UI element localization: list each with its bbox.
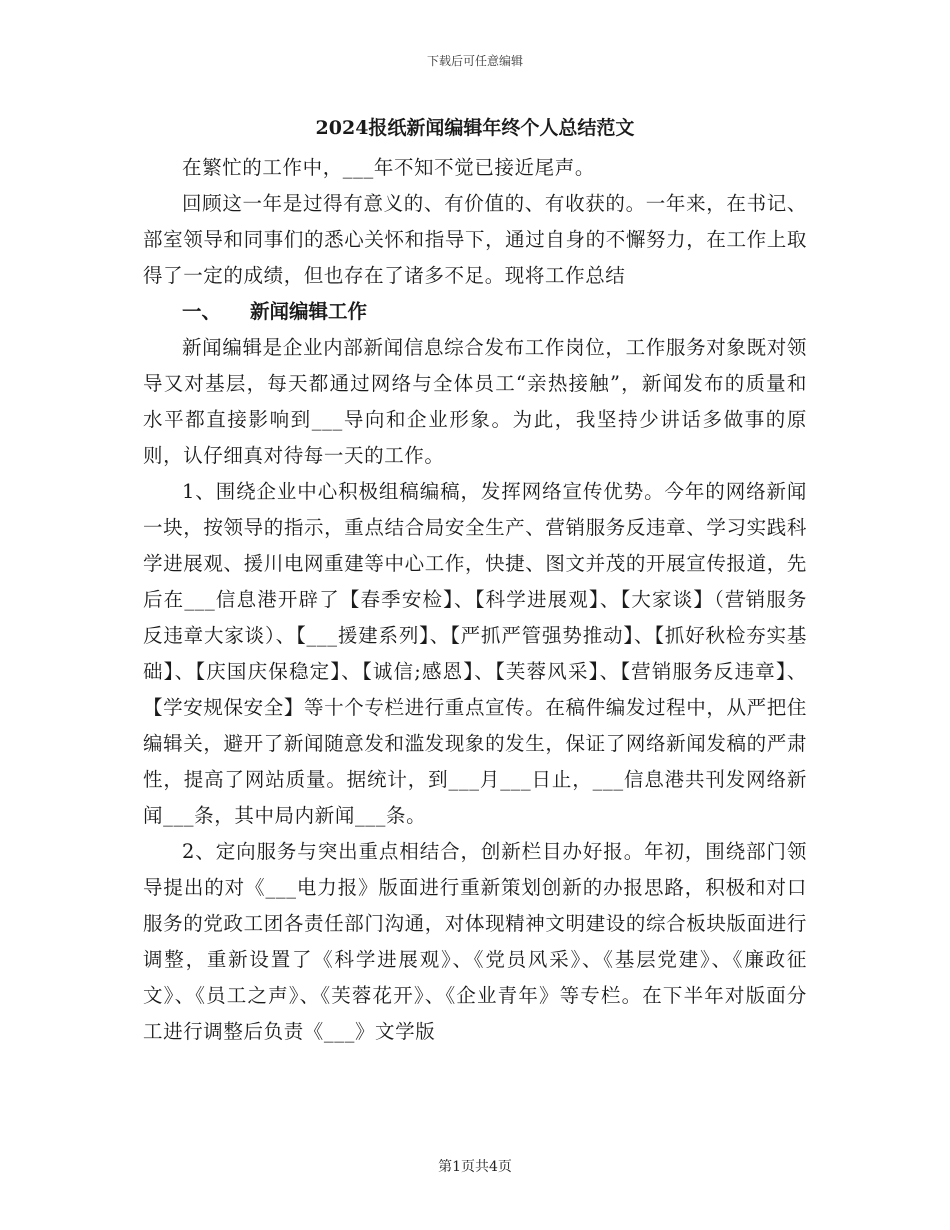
paragraph-point-1: 1、围绕企业中心积极组稿编稿，发挥网络宣传优势。今年的网络新闻一块，按领导的指示，重点结合局安全生产、营销服务反违章、学习实践科学进展观、援川电网重建等中心工作，快捷、图文并茂的开展宣传报道，先后在___信息港开辟了【春季安检】、【科学进展观】、【大家谈】（营销服务反违章大家谈）、【___援建系列】、【严抓严管强势推动】、【抓好秋检夯实基础】、【庆国庆保稳定】、【诚信;感恩】、【芙蓉风采】、【营销服务反违章】、【学安规保安全】等十个专栏进行重点宣传。在稿件编发过程中，从严把住编辑关，避开了新闻随意发和滥发现象的发生，保证了网络新闻发稿的严肃性，提高了网站质量。据统计，到___月___日止，___信息港共刊发网络新闻___条，其中局内新闻___条。 (143, 480, 807, 827)
paragraph-editing-role: 新闻编辑是企业内部新闻信息综合发布工作岗位，工作服务对象既对领导又对基层，每天都通过网络与全体员工“亲热接触”，新闻发布的质量和水平都直接影响到___导向和企业形象。为此，我坚持少讲话多做事的原则，认仔细真对待每一天的工作。 (143, 336, 807, 467)
document-title: 2024报纸新闻编辑年终个人总结范文 (315, 117, 635, 139)
section-number: 一、 (182, 300, 222, 323)
page-header-note: 下载后可任意编辑 (426, 54, 523, 68)
section-heading-news-editing (143, 294, 807, 330)
page-footer-number: 第1页共4页 (438, 1159, 512, 1175)
document-body (143, 114, 807, 1050)
paragraph-review: 回顾这一年是过得有意义的、有价值的、有收获的。一年来，在书记、部室领导和同事们的悉心关怀和指导下，通过自身的不懈努力，在工作上取得了一定的成绩，但也存在了诸多不足。现将工作总结 (143, 192, 807, 287)
section-title: 新闻编辑工作 (250, 300, 368, 323)
paragraph-intro: 在繁忙的工作中，___年不知不觉已接近尾声。 (182, 156, 595, 179)
paragraph-point-2: 2、定向服务与突出重点相结合，创新栏目办好报。年初，围绕部门领导提出的对《___电力报》版面进行重新策划创新的办报思路，积极和对口服务的党政工团各责任部门沟通，对体现精神文明建设的综合板块版面进行调整，重新设置了《科学进展观》、《党员风采》、《基层党建》、《廉政征文》、《员工之声》、《芙蓉花开》、《企业青年》等专栏。在下半年对版面分工进行调整后负责《___》文学版 (143, 840, 807, 1043)
